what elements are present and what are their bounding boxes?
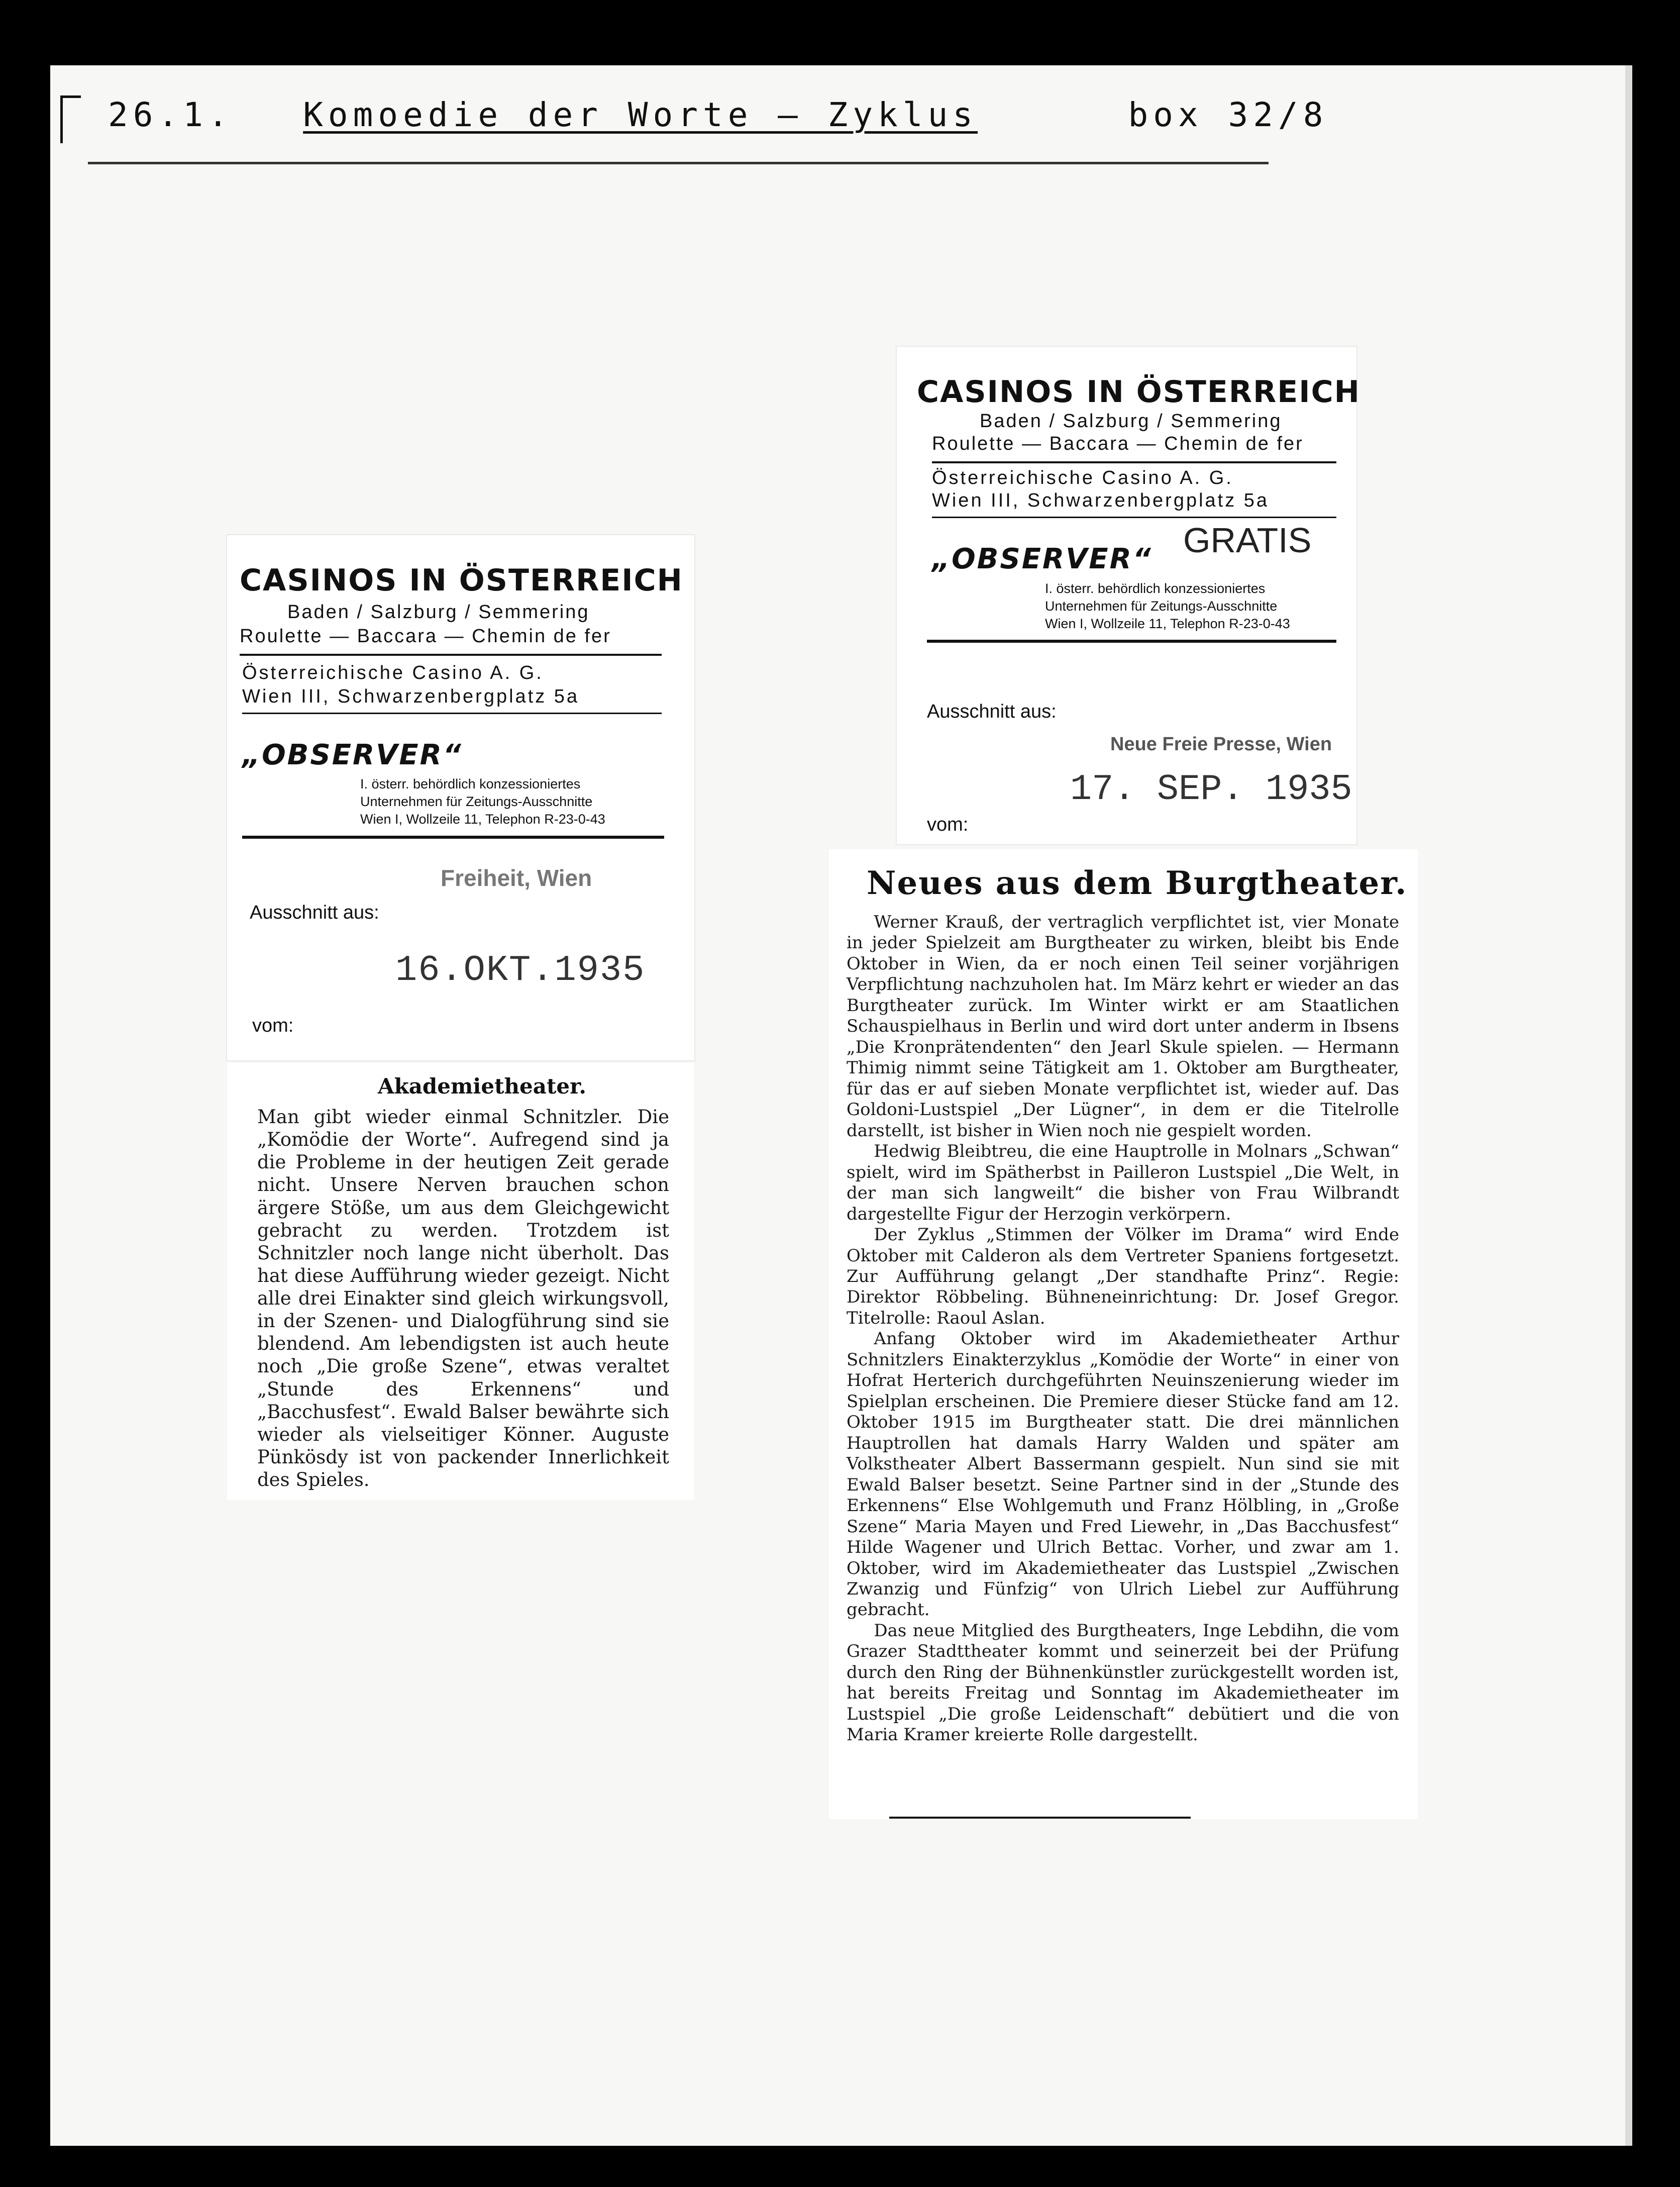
folder-title: Komoedie der Worte – Zyklus	[303, 95, 978, 134]
date-stamp: 17. SEP. 1935	[1070, 769, 1352, 810]
folder-number: 26.1.	[108, 95, 233, 134]
casino-locations: Baden / Salzburg / Semmering	[980, 411, 1282, 432]
observer-line-1: I. österr. behördlich konzessioniertes	[360, 776, 581, 791]
observer-name: „OBSERVER“	[242, 739, 463, 771]
observer-name: „OBSERVER“	[932, 543, 1152, 575]
casino-address: Wien III, Schwarzenbergplatz 5a	[242, 686, 580, 707]
gratis-stamp: GRATIS	[1183, 521, 1312, 560]
folder-header	[108, 95, 1328, 134]
ausschnitt-label: Ausschnitt aus:	[927, 701, 1057, 722]
header-rule	[88, 162, 1269, 164]
slip-divider	[932, 517, 1336, 518]
article-paragraph: Der Zyklus „Stimmen der Völker im Drama“ wird Ende Oktober mit Calderon als dem Vertreter Spaniens fortgesetzt. Zur Aufführung gelangt „Der standhafte Prinz“. Regie: Direktor Röbbeling. Bühneneinrichtung: Dr. Josef Gregor. Titelrolle: Raoul Aslan.	[847, 1225, 1399, 1328]
casinos-title: CASINOS IN ÖSTERREICH	[917, 374, 1360, 410]
casino-games: Roulette — Baccara — Chemin de fer	[240, 626, 611, 647]
casino-company: Österreichische Casino A. G.	[242, 662, 544, 683]
article-paragraph: Anfang Oktober wird im Akademietheater Arthur Schnitzlers Einakterzyklus „Komödie der Worte“ in einer von Hofrat Herterich durchgeführten Neuinszenierung wieder im Spielplan erscheinen. Die Premiere dieser Stücke fand am 12. Oktober 1915 im Burgtheater statt. Die drei männlichen Hauptrollen hat damals Harry Walden und später am Volkstheater Albert Bassermann gespielt. Nun sind sie mit Ewald Balser besetzt. Seine Partner sind in der „Stunde des Erkennens“ Else Wohlgemuth und Franz Hölbling, in „Große Szene“ Maria Mayen und Fred Liewehr, in „Das Bacchusfest“ Hilde Wagener und Ulrich Bettac. Vorher, und zwar am 1. Oktober, wird im Akademietheater das Lustspiel „Zwischen Zwanzig und Fünfzig“ von Ulrich Liebel zur Aufführung gebracht.	[847, 1329, 1399, 1620]
observer-line-2: Unternehmen für Zeitungs-Ausschnitte	[1045, 599, 1278, 614]
source-stamp: Neue Freie Presse, Wien	[1110, 734, 1332, 755]
clipping-bottom-rule	[889, 1817, 1191, 1819]
observer-line-1: I. österr. behördlich konzessioniertes	[1045, 581, 1266, 596]
article-clipping-left	[227, 1063, 694, 1500]
sheet-edge	[1625, 65, 1632, 2146]
slip-divider	[927, 640, 1336, 643]
article-paragraph: Werner Krauß, der vertraglich verpflichtet ist, vier Monate in jeder Spielzeit am Burgtheater zu wirken, bleibt bis Ende Oktober in Wien, da er noch einen Teil seiner vorjährigen Verpflichtung nachzuholen hat. Im März kehrt er wieder an das Burgtheater zurück. Im Winter wirkt er am Staatlichen Schauspielhaus in Berlin und wird dort unter anderm in Ibsens „Die Kronprätendenten“ den Jearl Skule spielen. — Hermann Thimig nimmt seine Tätigkeit am 1. Oktober am Burgtheater, für das er auf sieben Monate verpflichtet ist, wieder auf. Das Goldoni-Lustspiel „Der Lügner“, in dem er die Titelrolle darstellt, ist bisher in Wien noch nie gespielt worden.	[847, 912, 1399, 1141]
observer-line-3: Wien I, Wollzeile 11, Telephon R-23-0-43	[360, 812, 605, 827]
source-stamp: Freiheit, Wien	[441, 865, 592, 891]
vom-label: vom:	[252, 1015, 294, 1036]
casino-games: Roulette — Baccara — Chemin de fer	[932, 433, 1304, 454]
article-clipping-right	[829, 849, 1418, 1819]
article-paragraph: Hedwig Bleibtreu, die eine Hauptrolle in Molnars „Schwan“ spielt, wird im Spätherbst in Pailleron Lustspiel „Die Welt, in der man sich langweilt“ die bisher von Frau Wilbrandt dargestellte Figur der Herzogin verkörpern.	[847, 1141, 1399, 1224]
casino-address: Wien III, Schwarzenbergplatz 5a	[932, 490, 1270, 511]
corner-mark	[60, 95, 81, 143]
date-stamp: 16.OKT.1935	[395, 950, 646, 991]
article-body: Man gibt wieder einmal Schnitzler. Die „Komödie der Worte“. Aufregend sind ja die Probleme in der heutigen Zeit gerade nicht. Unsere Nerven brauchen schon ärgere Stöße, um aus dem Gleichgewicht gebracht zu werden. Trotzdem ist Schnitzler noch lange nicht überholt. Das hat diese Aufführung wieder gezeigt. Nicht alle drei Einakter sind gleich wirkungsvoll, in der Szenen- und Dialogführung sind sie blendend. Am lebendigsten ist auch heute noch „Die große Szene“, etwas veraltet „Stunde des Erkennens“ und „Bacchusfest“. Ewald Balser bewährte sich wieder als vielseitiger Könner. Auguste Pünkösdy ist von packender Innerlichkeit des Spieles.	[257, 1106, 669, 1490]
ausschnitt-label: Ausschnitt aus:	[250, 902, 379, 923]
article-paragraph: Das neue Mitglied des Burgtheaters, Inge Lebdihn, die vom Grazer Stadttheater kommt und seinerzeit bei der Prüfung durch den Ring der Bühnenkünstler zurückgestellt worden ist, hat bereits Freitag und Sonntag im Akademietheater im Lustspiel „Die große Leidenschaft“ debütiert und die von Maria Kramer kreierte Rolle dargestellt.	[847, 1620, 1399, 1745]
casino-locations: Baden / Salzburg / Semmering	[287, 602, 590, 623]
article-body	[847, 912, 1399, 1746]
slip-divider	[932, 461, 1336, 463]
box-label: box 32/8	[1128, 95, 1328, 134]
observer-line-3: Wien I, Wollzeile 11, Telephon R-23-0-43	[1045, 616, 1290, 631]
casino-company: Österreichische Casino A. G.	[932, 467, 1233, 488]
observer-slip-right	[897, 347, 1360, 844]
slip-divider	[240, 654, 662, 656]
casinos-title: CASINOS IN ÖSTERREICH	[240, 563, 683, 598]
slip-divider	[242, 836, 664, 839]
vom-label: vom:	[927, 814, 969, 835]
slip-divider	[242, 713, 662, 714]
article-headline: Neues aus dem Burgtheater.	[867, 864, 1408, 902]
article-headline: Akademietheater.	[378, 1074, 586, 1099]
observer-line-2: Unternehmen für Zeitungs-Ausschnitte	[360, 794, 593, 809]
observer-slip-left	[227, 535, 694, 1060]
